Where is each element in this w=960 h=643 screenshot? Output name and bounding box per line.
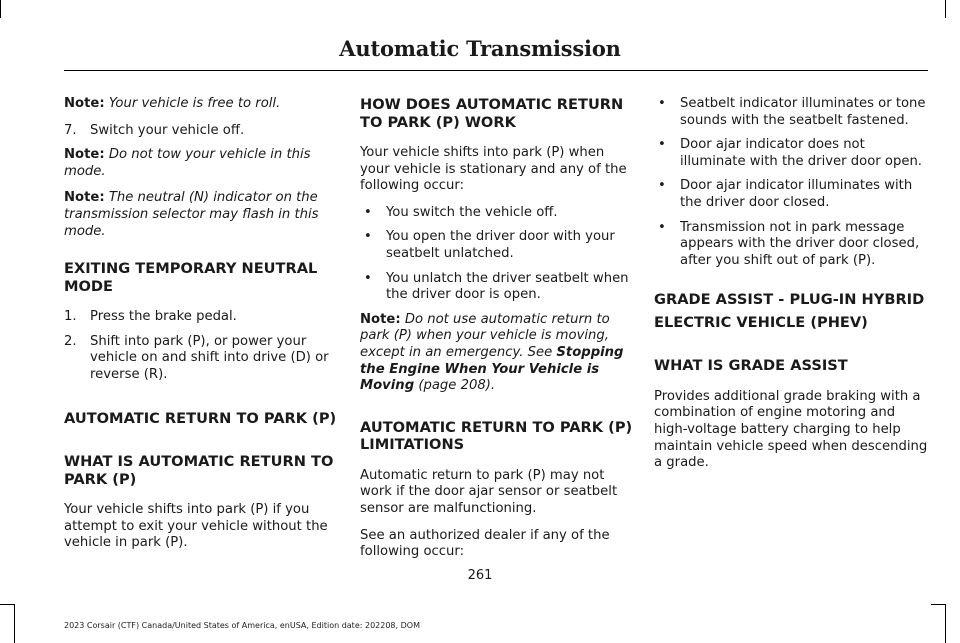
note-free-to-roll: Note: Your vehicle is free to roll. xyxy=(64,96,281,111)
list-item: • Door ajar indicator does not illuminate with the driver door open. xyxy=(658,137,922,169)
list-item: • Transmission not in park message appears with the driver door closed, after you shift out of park (P). xyxy=(658,219,920,268)
column-1 xyxy=(64,96,338,562)
step-2: 2. Shift into park (P), or power your vehicle on and shift into drive (D) or reverse (R). xyxy=(64,333,329,382)
page-number: 261 xyxy=(467,568,493,583)
crop-mark-bottom-left-h xyxy=(0,604,15,605)
list-item: • You switch the vehicle off. xyxy=(364,204,558,220)
note-neutral-indicator: Note: The neutral (N) indicator on the transmission selector may flash in this mode. xyxy=(64,190,319,239)
heading-limitations: AUTOMATIC RETURN TO PARK (P) LIMITATIONS xyxy=(360,418,633,454)
heading-how-does-auto-return: HOW DOES AUTOMATIC RETURN TO PARK (P) WORK xyxy=(360,96,624,131)
heading-what-is-auto-return: WHAT IS AUTOMATIC RETURN TO PARK (P) xyxy=(64,453,334,488)
list-item: • You unlatch the driver seatbelt when the driver door is open. xyxy=(364,270,629,303)
header-rule xyxy=(64,70,928,71)
paragraph-grade-assist: Provides additional grade braking with a combination of engine motoring and high-voltage battery charging to help maintain vehicle speed when descending a grade. xyxy=(654,388,928,471)
step-7: 7. Switch your vehicle off. xyxy=(64,122,245,138)
heading-exiting-neutral: EXITING TEMPORARY NEUTRAL MODE xyxy=(64,260,318,295)
heading-grade-assist-phev: GRADE ASSIST - PLUG-IN HYBRID ELECTRIC VEHICLE (PHEV) xyxy=(654,291,925,331)
column-3 xyxy=(654,96,928,482)
crop-mark-bottom-right xyxy=(945,604,946,643)
heading-auto-return-park: AUTOMATIC RETURN TO PARK (P) xyxy=(64,409,337,427)
heading-what-is-grade-assist: WHAT IS GRADE ASSIST xyxy=(654,357,848,375)
paragraph-shifts-when: Your vehicle shifts into park (P) when your vehicle is stationary and any of the following occur: xyxy=(360,145,627,194)
cross-reference-link[interactable]: Stopping the Engine When Your Vehicle is Moving xyxy=(360,344,624,394)
note-do-not-use: Note: Do not use automatic return to park (P) when your vehicle is moving, except in an emergency. See Stopping the Engine When Your Vehicle is Moving (page 208). xyxy=(360,311,624,394)
crop-mark-top-right xyxy=(945,0,946,18)
crop-mark-top-left xyxy=(0,0,1,18)
note-do-not-tow: Note: Do not tow your vehicle in this mode. xyxy=(64,147,311,179)
crop-mark-bottom-right-h xyxy=(931,604,946,605)
page-title: Automatic Transmission xyxy=(339,36,621,61)
list-item: • Door ajar indicator illuminates with the driver door closed. xyxy=(658,178,913,210)
paragraph-auto-return: Your vehicle shifts into park (P) if you attempt to exit your vehicle without the vehicle in park (P). xyxy=(64,502,328,551)
step-1: 1. Press the brake pedal. xyxy=(64,309,237,325)
paragraph-see-dealer: See an authorized dealer if any of the following occur: xyxy=(360,527,610,560)
list-item: • You open the driver door with your seatbelt unlatched. xyxy=(364,229,615,261)
paragraph-may-not-work: Automatic return to park (P) may not work if the door ajar sensor or seatbelt sensor are malfunctioning. xyxy=(360,467,618,516)
footer-edition: 2023 Corsair (CTF) Canada/United States of America, enUSA, Edition date: 202208, DOM xyxy=(64,621,420,630)
crop-mark-bottom-left-v xyxy=(14,604,15,643)
list-item: • Seatbelt indicator illuminates or tone sounds with the seatbelt fastened. xyxy=(658,96,926,128)
column-2 xyxy=(360,96,634,571)
